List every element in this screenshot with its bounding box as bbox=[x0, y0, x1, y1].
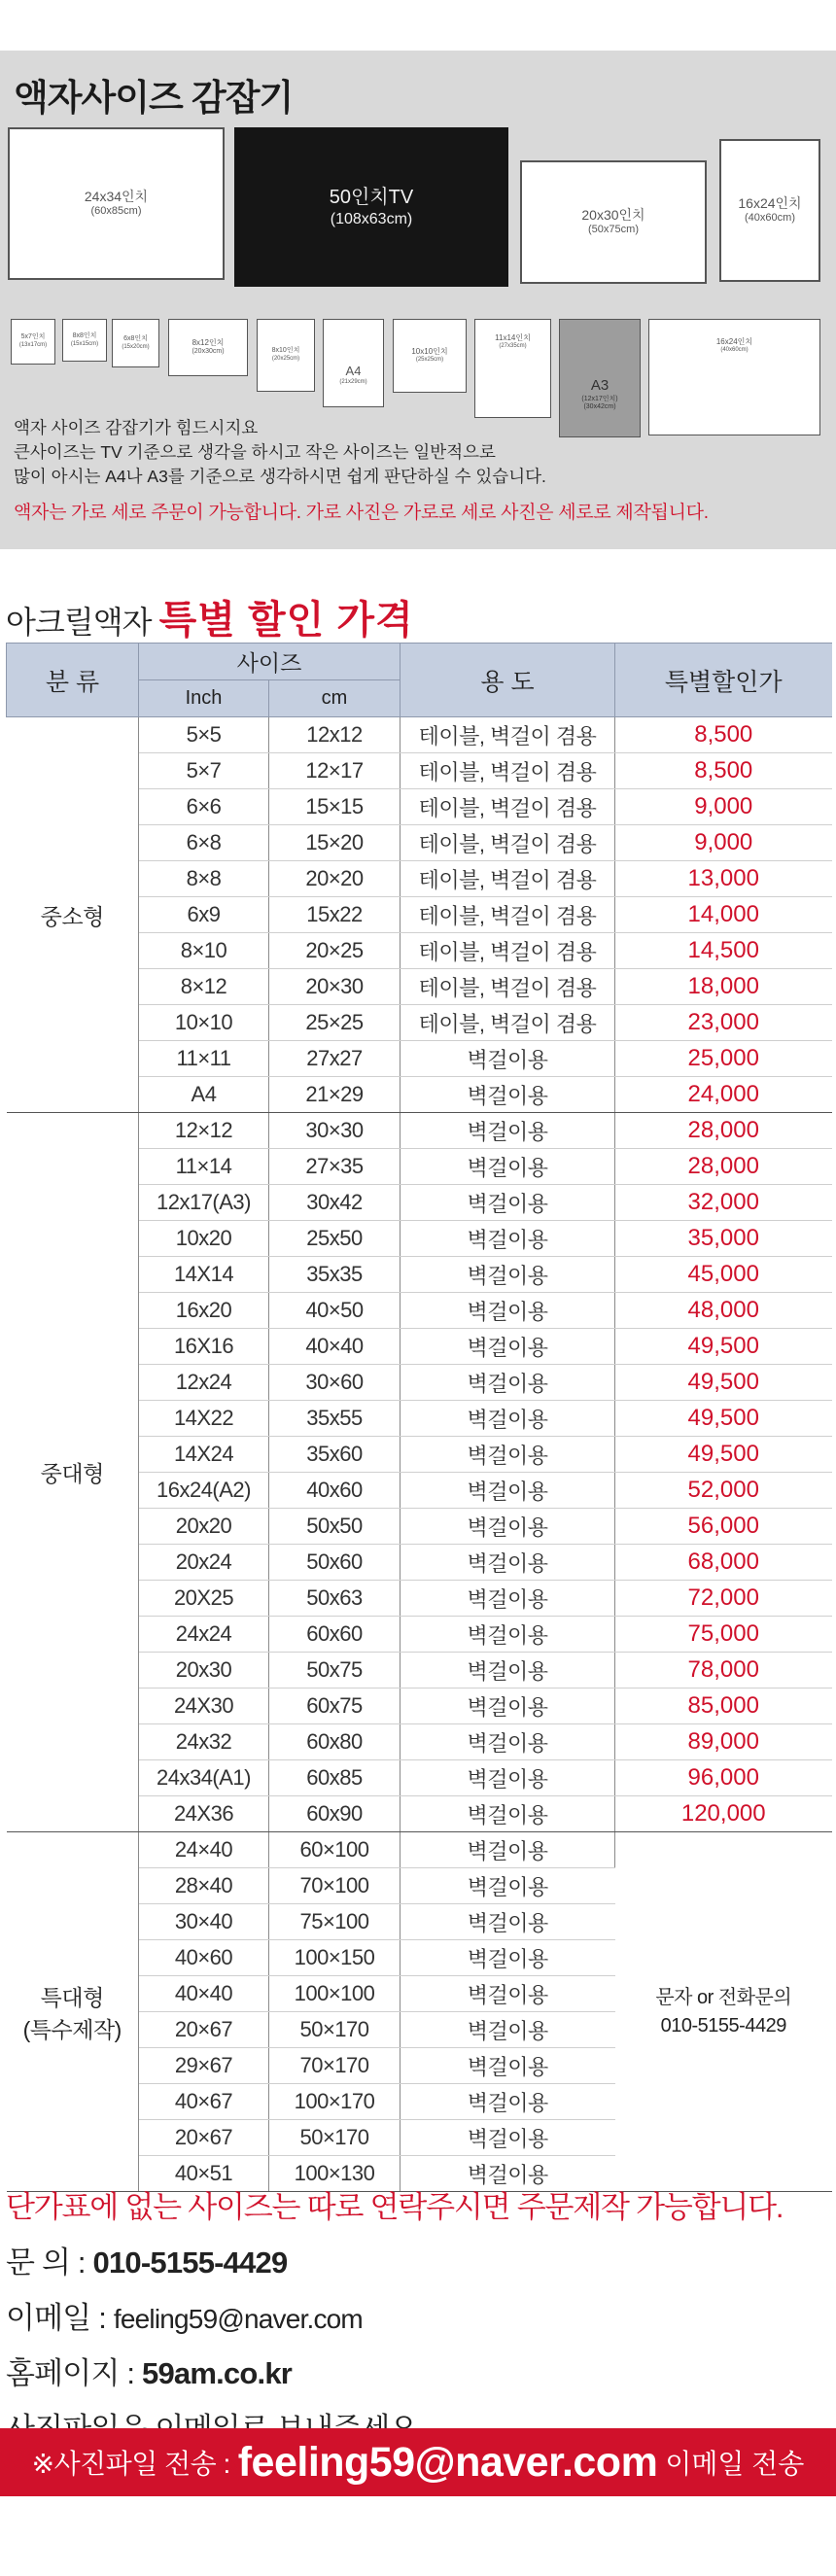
frame-10x10 bbox=[393, 319, 467, 393]
col-price: 특별할인가 bbox=[615, 644, 832, 717]
inch-cell: 8×10 bbox=[139, 933, 269, 969]
inch-cell: 24X30 bbox=[139, 1688, 269, 1724]
price-cell: 35,000 bbox=[615, 1221, 832, 1257]
price-cell: 32,000 bbox=[615, 1185, 832, 1221]
use-cell: 벽걸이용 bbox=[401, 2084, 615, 2120]
inch-cell: 20×67 bbox=[139, 2120, 269, 2156]
cm-cell: 60x80 bbox=[269, 1724, 401, 1760]
inch-cell: 24x32 bbox=[139, 1724, 269, 1760]
contact-info bbox=[6, 2182, 832, 2448]
frame-a4 bbox=[323, 319, 384, 407]
cm-cell: 60x60 bbox=[269, 1617, 401, 1653]
cm-cell: 20×30 bbox=[269, 969, 401, 1005]
price-cell: 18,000 bbox=[615, 969, 832, 1005]
email-value: feeling59@naver.com bbox=[113, 2304, 363, 2334]
use-cell: 벽걸이용 bbox=[401, 1760, 615, 1796]
cm-cell: 30x42 bbox=[269, 1185, 401, 1221]
category-cell bbox=[7, 717, 139, 1113]
guide-description bbox=[14, 416, 546, 489]
use-cell: 벽걸이용 bbox=[401, 1293, 615, 1329]
inch-cell: 6x9 bbox=[139, 897, 269, 933]
frame-label: 50인치TV bbox=[329, 186, 414, 208]
frame-16x24 bbox=[719, 139, 820, 282]
inch-cell: 6×6 bbox=[139, 789, 269, 825]
inch-cell: 40×40 bbox=[139, 1976, 269, 2012]
frame-label: 6x8인치 bbox=[123, 334, 148, 342]
category-cell bbox=[7, 1113, 139, 1832]
inch-cell: 11×11 bbox=[139, 1041, 269, 1077]
cm-cell: 75×100 bbox=[269, 1904, 401, 1940]
inch-cell: 20X25 bbox=[139, 1581, 269, 1617]
cm-cell: 30×30 bbox=[269, 1113, 401, 1149]
frame-cm: (15x20cm) bbox=[122, 343, 150, 350]
table-row bbox=[7, 717, 832, 753]
category-label: 중대형 bbox=[40, 1461, 104, 1486]
price-table bbox=[6, 643, 832, 2192]
inquiry-phone: 010-5155-4429 bbox=[92, 2245, 288, 2280]
use-cell: 테이블, 벽걸이 겸용 bbox=[401, 825, 615, 861]
inch-cell: 11×14 bbox=[139, 1149, 269, 1185]
use-cell: 테이블, 벽걸이 겸용 bbox=[401, 861, 615, 897]
contact-label: 문자 or 전화문의 bbox=[655, 1986, 792, 2008]
use-cell: 벽걸이용 bbox=[401, 1796, 615, 1832]
frame-cm: (20x25cm) bbox=[271, 356, 300, 363]
inch-cell: 10×10 bbox=[139, 1005, 269, 1041]
frame-11x14 bbox=[474, 319, 551, 418]
category-label: 중소형 bbox=[40, 903, 104, 929]
price-cell: 52,000 bbox=[615, 1473, 832, 1509]
frame-cm: (15x15cm) bbox=[70, 340, 99, 347]
price-cell: 49,500 bbox=[615, 1365, 832, 1401]
frame-cm: (50x75cm) bbox=[588, 224, 639, 236]
email-label: 이메일 : bbox=[6, 2301, 114, 2335]
frame-cm: (21x29cm) bbox=[339, 378, 367, 385]
use-cell: 벽걸이용 bbox=[401, 2156, 615, 2192]
inch-cell: 6×8 bbox=[139, 825, 269, 861]
use-cell: 벽걸이용 bbox=[401, 1688, 615, 1724]
use-cell: 벽걸이용 bbox=[401, 1868, 615, 1904]
inch-cell: 5×7 bbox=[139, 753, 269, 789]
banner-prefix: ※사진파일 전송 : bbox=[31, 2449, 230, 2479]
price-heading-prefix: 아크릴액자 bbox=[6, 605, 152, 640]
inch-cell: 12×12 bbox=[139, 1113, 269, 1149]
cm-cell: 100×150 bbox=[269, 1940, 401, 1976]
frame-cm: (27x35cm) bbox=[499, 343, 527, 349]
guide-text-line: 많이 아시는 A4나 A3를 기준으로 생각하시면 쉽게 판단하실 수 있습니다. bbox=[14, 467, 546, 486]
table-row bbox=[7, 1113, 832, 1149]
cm-cell: 60x90 bbox=[269, 1796, 401, 1832]
cm-cell: 40x60 bbox=[269, 1473, 401, 1509]
inch-cell: 20x30 bbox=[139, 1653, 269, 1688]
col-cm: cm bbox=[269, 680, 401, 717]
inch-cell: 16x24(A2) bbox=[139, 1473, 269, 1509]
cm-cell: 25×25 bbox=[269, 1005, 401, 1041]
cm-cell: 50×170 bbox=[269, 2012, 401, 2048]
category-label: 특대형 bbox=[40, 1984, 104, 2010]
inch-cell: 5×5 bbox=[139, 717, 269, 753]
use-cell: 벽걸이용 bbox=[401, 1832, 615, 1868]
frame-label: A3 bbox=[590, 376, 610, 394]
use-cell: 벽걸이용 bbox=[401, 2120, 615, 2156]
inch-cell: 40×67 bbox=[139, 2084, 269, 2120]
inch-cell: 30×40 bbox=[139, 1904, 269, 1940]
category-cell bbox=[7, 1832, 139, 2192]
photo-send-banner bbox=[0, 2428, 836, 2496]
use-cell: 벽걸이용 bbox=[401, 1724, 615, 1760]
frame-5x7 bbox=[11, 319, 55, 365]
price-cell: 8,500 bbox=[615, 753, 832, 789]
use-cell: 벽걸이용 bbox=[401, 1113, 615, 1149]
email-line bbox=[6, 2293, 832, 2337]
cm-cell: 30×60 bbox=[269, 1365, 401, 1401]
frame-20x30 bbox=[520, 160, 707, 284]
inch-cell: 24x24 bbox=[139, 1617, 269, 1653]
price-cell: 28,000 bbox=[615, 1113, 832, 1149]
frame-label: 11x14인치 bbox=[495, 333, 531, 342]
use-cell: 테이블, 벽걸이 겸용 bbox=[401, 717, 615, 753]
use-cell: 벽걸이용 bbox=[401, 1509, 615, 1545]
cm-cell: 60x75 bbox=[269, 1688, 401, 1724]
contact-cell bbox=[615, 1832, 832, 2192]
frame-label: 24x34인치 bbox=[84, 188, 149, 204]
price-cell: 28,000 bbox=[615, 1149, 832, 1185]
frame-cm: (40x60cm) bbox=[720, 347, 749, 353]
price-cell: 45,000 bbox=[615, 1257, 832, 1293]
cm-cell: 50x75 bbox=[269, 1653, 401, 1688]
frame-cm: (20x30cm) bbox=[192, 348, 225, 356]
inch-cell: 20x24 bbox=[139, 1545, 269, 1581]
cm-cell: 35x55 bbox=[269, 1401, 401, 1437]
frame-label: 10x10인치 bbox=[411, 347, 448, 357]
inch-cell: 16x20 bbox=[139, 1293, 269, 1329]
frame-8x10 bbox=[257, 319, 315, 392]
frame-label: 8x12인치 bbox=[192, 338, 225, 348]
use-cell: 벽걸이용 bbox=[401, 1653, 615, 1688]
frame-label: 16x24인치 bbox=[715, 337, 753, 346]
frame-6x8 bbox=[112, 319, 159, 367]
use-cell: 벽걸이용 bbox=[401, 1185, 615, 1221]
use-cell: 벽걸이용 bbox=[401, 1904, 615, 1940]
inch-cell: 20×67 bbox=[139, 2012, 269, 2048]
frame-cm: (13x17cm) bbox=[18, 342, 48, 349]
use-cell: 벽걸이용 bbox=[401, 1041, 615, 1077]
use-cell: 테이블, 벽걸이 겸용 bbox=[401, 969, 615, 1005]
frame-16x24-small bbox=[648, 319, 820, 435]
homepage-link[interactable]: 59am.co.kr bbox=[142, 2356, 293, 2390]
frame-cm: (25x25cm) bbox=[415, 357, 444, 364]
cm-cell: 27×35 bbox=[269, 1149, 401, 1185]
use-cell: 벽걸이용 bbox=[401, 1940, 615, 1976]
inch-cell: 16X16 bbox=[139, 1329, 269, 1365]
price-table-body bbox=[7, 717, 832, 2192]
inch-cell: 40×60 bbox=[139, 1940, 269, 1976]
use-cell: 테이블, 벽걸이 겸용 bbox=[401, 789, 615, 825]
price-cell: 25,000 bbox=[615, 1041, 832, 1077]
inch-cell: 14X14 bbox=[139, 1257, 269, 1293]
price-cell: 24,000 bbox=[615, 1077, 832, 1113]
price-cell: 56,000 bbox=[615, 1509, 832, 1545]
frame-cm: (60x85cm) bbox=[90, 205, 142, 218]
price-cell: 120,000 bbox=[615, 1796, 832, 1832]
col-use: 용 도 bbox=[401, 644, 615, 717]
inch-cell: 40×51 bbox=[139, 2156, 269, 2192]
frame-8x12 bbox=[168, 319, 248, 376]
inch-cell: 28×40 bbox=[139, 1868, 269, 1904]
use-cell: 벽걸이용 bbox=[401, 1257, 615, 1293]
use-cell: 테이블, 벽걸이 겸용 bbox=[401, 1005, 615, 1041]
table-row bbox=[7, 1832, 832, 1868]
inch-cell: 14X24 bbox=[139, 1437, 269, 1473]
cm-cell: 15x22 bbox=[269, 897, 401, 933]
price-cell: 23,000 bbox=[615, 1005, 832, 1041]
price-cell: 96,000 bbox=[615, 1760, 832, 1796]
col-size: 사이즈 bbox=[139, 644, 401, 680]
contact-phone: 010-5155-4429 bbox=[660, 2014, 786, 2036]
guide-title: 액자사이즈 감잡기 bbox=[14, 78, 294, 118]
price-cell: 9,000 bbox=[615, 825, 832, 861]
inquiry-line bbox=[6, 2238, 832, 2281]
custom-size-notice: 단가표에 없는 사이즈는 따로 연락주시면 주문제작 가능합니다. bbox=[6, 2190, 784, 2224]
use-cell: 벽걸이용 bbox=[401, 1329, 615, 1365]
inch-cell: 12x24 bbox=[139, 1365, 269, 1401]
banner-suffix: 이메일 전송 bbox=[665, 2449, 805, 2479]
cm-cell: 50x50 bbox=[269, 1509, 401, 1545]
cm-cell: 12×17 bbox=[269, 753, 401, 789]
guide-text-line: 액자 사이즈 감잡기가 힘드시지요 bbox=[14, 418, 259, 437]
inch-cell: 24X36 bbox=[139, 1796, 269, 1832]
price-cell: 68,000 bbox=[615, 1545, 832, 1581]
frame-label: 8x10인치 bbox=[271, 347, 300, 355]
use-cell: 벽걸이용 bbox=[401, 1545, 615, 1581]
cm-cell: 100×170 bbox=[269, 2084, 401, 2120]
inch-cell: 20x20 bbox=[139, 1509, 269, 1545]
price-cell: 49,500 bbox=[615, 1329, 832, 1365]
use-cell: 벽걸이용 bbox=[401, 2012, 615, 2048]
cm-cell: 20×20 bbox=[269, 861, 401, 897]
price-heading bbox=[6, 589, 414, 644]
frame-label: 5x7인치 bbox=[20, 333, 46, 341]
frame-label: 16x24인치 bbox=[738, 194, 802, 211]
cm-cell: 35x35 bbox=[269, 1257, 401, 1293]
cm-cell: 35x60 bbox=[269, 1437, 401, 1473]
use-cell: 벽걸이용 bbox=[401, 1976, 615, 2012]
homepage-label: 홈페이지 : bbox=[6, 2356, 143, 2390]
col-category: 분 류 bbox=[7, 644, 139, 717]
cm-cell: 70×100 bbox=[269, 1868, 401, 1904]
cm-cell: 60x85 bbox=[269, 1760, 401, 1796]
cm-cell: 12x12 bbox=[269, 717, 401, 753]
use-cell: 벽걸이용 bbox=[401, 1077, 615, 1113]
use-cell: 벽걸이용 bbox=[401, 1473, 615, 1509]
frame-50-inch-tv bbox=[234, 127, 508, 287]
use-cell: 벽걸이용 bbox=[401, 1617, 615, 1653]
use-cell: 벽걸이용 bbox=[401, 2048, 615, 2084]
frame-a3 bbox=[559, 319, 641, 437]
frame-8x8 bbox=[62, 319, 107, 362]
use-cell: 벽걸이용 bbox=[401, 1149, 615, 1185]
cm-cell: 100×100 bbox=[269, 1976, 401, 2012]
cm-cell: 21×29 bbox=[269, 1077, 401, 1113]
guide-text-line: 큰사이즈는 TV 기준으로 생각을 하시고 작은 사이즈는 일반적으로 bbox=[14, 442, 496, 462]
cm-cell: 70×170 bbox=[269, 2048, 401, 2084]
price-cell: 13,000 bbox=[615, 861, 832, 897]
cm-cell: 50x60 bbox=[269, 1545, 401, 1581]
price-cell: 85,000 bbox=[615, 1688, 832, 1724]
frame-label: A4 bbox=[345, 363, 362, 378]
price-cell: 48,000 bbox=[615, 1293, 832, 1329]
col-inch: Inch bbox=[139, 680, 269, 717]
inch-cell: A4 bbox=[139, 1077, 269, 1113]
cm-cell: 20×25 bbox=[269, 933, 401, 969]
cm-cell: 40×50 bbox=[269, 1293, 401, 1329]
inch-cell: 24×40 bbox=[139, 1832, 269, 1868]
cm-cell: 25x50 bbox=[269, 1221, 401, 1257]
use-cell: 벽걸이용 bbox=[401, 1401, 615, 1437]
price-heading-highlight: 특별 할인 가격 bbox=[158, 599, 414, 642]
cm-cell: 27x27 bbox=[269, 1041, 401, 1077]
price-cell: 14,000 bbox=[615, 897, 832, 933]
frame-cm: (12x17인치)(30x42cm) bbox=[581, 395, 618, 411]
cm-cell: 60×100 bbox=[269, 1832, 401, 1868]
use-cell: 벽걸이용 bbox=[401, 1581, 615, 1617]
inch-cell: 24x34(A1) bbox=[139, 1760, 269, 1796]
guide-orientation-note: 액자는 가로 세로 주문이 가능합니다. 가로 사진은 가로로 세로 사진은 세로로 제작됩니다. bbox=[14, 503, 709, 523]
use-cell: 테이블, 벽걸이 겸용 bbox=[401, 753, 615, 789]
frame-size-guide bbox=[0, 51, 836, 549]
cm-cell: 40×40 bbox=[269, 1329, 401, 1365]
price-cell: 8,500 bbox=[615, 717, 832, 753]
price-cell: 49,500 bbox=[615, 1401, 832, 1437]
inch-cell: 10x20 bbox=[139, 1221, 269, 1257]
frame-label: 8x8인치 bbox=[72, 331, 97, 339]
use-cell: 벽걸이용 bbox=[401, 1437, 615, 1473]
homepage-line bbox=[6, 2349, 832, 2392]
cm-cell: 15×20 bbox=[269, 825, 401, 861]
cm-cell: 50×170 bbox=[269, 2120, 401, 2156]
category-sublabel: (특수제작) bbox=[22, 2016, 122, 2042]
inch-cell: 14X22 bbox=[139, 1401, 269, 1437]
price-cell: 14,500 bbox=[615, 933, 832, 969]
price-cell: 72,000 bbox=[615, 1581, 832, 1617]
frame-cm: (40x60cm) bbox=[745, 212, 795, 225]
inch-cell: 12x17(A3) bbox=[139, 1185, 269, 1221]
cm-cell: 100×130 bbox=[269, 2156, 401, 2192]
use-cell: 테이블, 벽걸이 겸용 bbox=[401, 897, 615, 933]
price-cell: 89,000 bbox=[615, 1724, 832, 1760]
cm-cell: 15×15 bbox=[269, 789, 401, 825]
use-cell: 테이블, 벽걸이 겸용 bbox=[401, 933, 615, 969]
inch-cell: 8×8 bbox=[139, 861, 269, 897]
frame-label: 20x30인치 bbox=[581, 206, 645, 223]
price-cell: 75,000 bbox=[615, 1617, 832, 1653]
inch-cell: 29×67 bbox=[139, 2048, 269, 2084]
use-cell: 벽걸이용 bbox=[401, 1365, 615, 1401]
use-cell: 벽걸이용 bbox=[401, 1221, 615, 1257]
price-cell: 9,000 bbox=[615, 789, 832, 825]
banner-email[interactable]: feeling59@naver.com bbox=[237, 2438, 658, 2486]
price-cell: 49,500 bbox=[615, 1437, 832, 1473]
cm-cell: 50x63 bbox=[269, 1581, 401, 1617]
inch-cell: 8×12 bbox=[139, 969, 269, 1005]
frame-cm: (108x63cm) bbox=[330, 210, 413, 227]
inquiry-label: 문 의 : bbox=[6, 2245, 93, 2280]
price-cell: 78,000 bbox=[615, 1653, 832, 1688]
frame-24x34 bbox=[8, 127, 225, 280]
